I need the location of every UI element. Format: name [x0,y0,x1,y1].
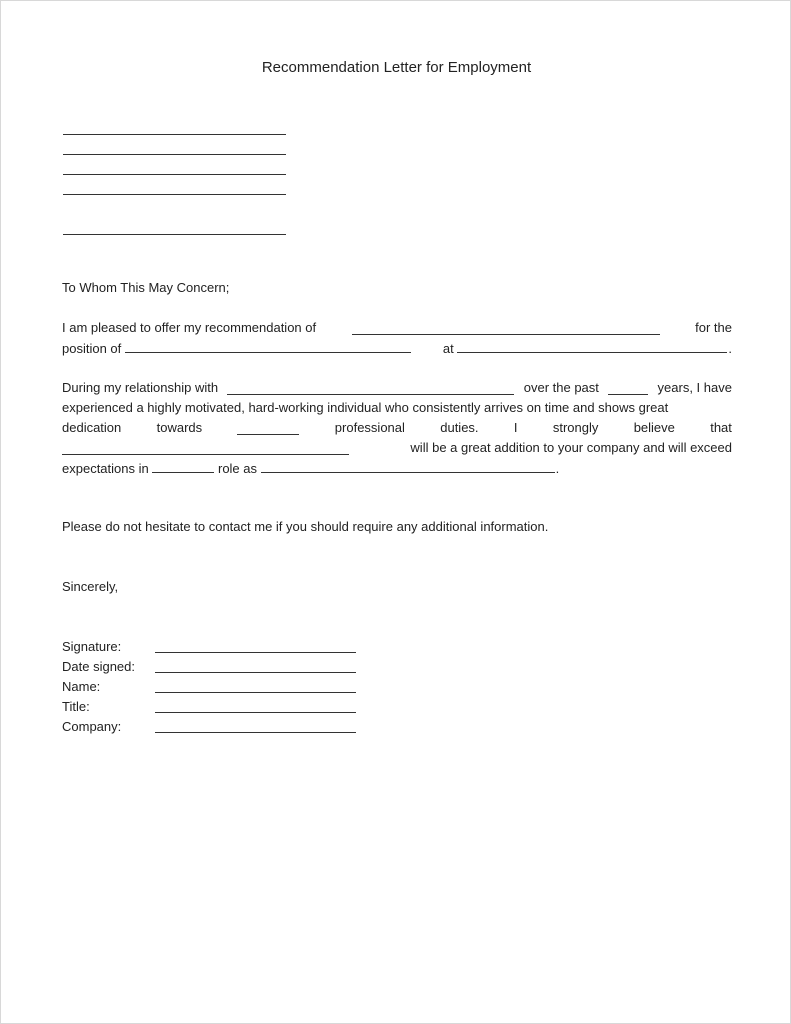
address-line-2[interactable] [63,154,286,155]
name-label: Name: [62,679,101,694]
para2-word: strongly [552,420,599,435]
para2-row5 [62,460,559,476]
para2-text: expectations in [62,461,149,476]
signature-label: Signature: [62,639,122,654]
date-signed-label: Date signed: [62,659,135,674]
para2-word: duties. [440,420,479,435]
signature-line[interactable] [155,652,356,653]
date-signed-line[interactable] [155,672,356,673]
para1-text: I am pleased to offer my recommendation of [62,320,317,335]
title-line[interactable] [155,712,356,713]
para1-text: position of [62,340,411,356]
address-line-4[interactable] [63,194,286,195]
document-title: Recommendation Letter for Employment [261,59,532,76]
para1-row1 [62,320,732,335]
relationship-blank[interactable] [227,382,514,395]
para2-row1 [62,380,732,395]
para2-word: dedication [62,420,122,435]
expectations-blank[interactable] [152,460,214,473]
company-label: Company: [62,719,122,734]
para2-text: will be a great addition to your company and will exceed [410,440,732,455]
para1-row2 [62,340,732,356]
para2-row2 [62,400,732,415]
para2-text: experienced a highly motivated, hard-working individual who consistently arrives on time and shows great [62,400,669,415]
position-blank[interactable] [125,340,411,353]
company-line[interactable] [155,732,356,733]
name-line[interactable] [155,692,356,693]
role-blank[interactable] [261,460,555,473]
para2-word: professional [334,420,405,435]
para2-word: believe [633,420,675,435]
para2-row4 [62,440,732,455]
para2-word: that [710,420,732,435]
dedication-blank[interactable] [237,422,299,435]
company-blank[interactable] [457,340,727,353]
greeting: To Whom This May Concern; [62,280,230,295]
para2-text: role as [217,461,258,476]
address-line-1[interactable] [63,134,286,135]
address-line-3[interactable] [63,174,286,175]
para2-word: I [513,420,518,435]
period: . [555,461,560,476]
contact-paragraph: Please do not hesitate to contact me if you should require any additional information. [62,519,549,534]
para2-text: During my relationship with [62,380,219,395]
closing: Sincerely, [62,579,119,594]
title-label: Title: [62,699,90,714]
address-line-5[interactable] [63,234,286,235]
para1-text: at . [442,341,732,356]
para2-word: towards [156,420,203,435]
para2-row3 [62,420,732,435]
candidate-blank-2[interactable] [62,442,349,455]
candidate-name-blank[interactable] [352,322,660,335]
para2-text: years, I have [657,380,732,395]
para1-text: for the [695,320,732,335]
years-blank[interactable] [608,382,648,395]
para2-text: over the past [523,380,599,395]
